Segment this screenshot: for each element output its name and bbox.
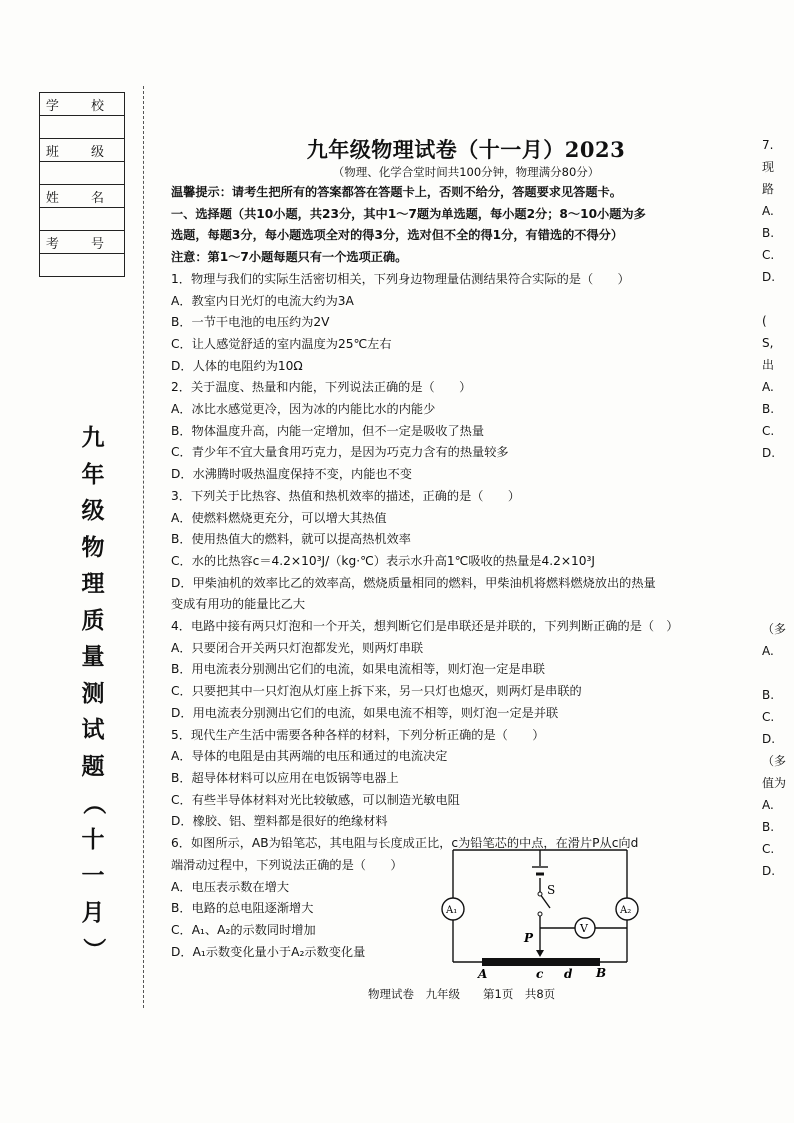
vt-char: 测 bbox=[81, 680, 105, 707]
fragment bbox=[762, 574, 794, 596]
field-number-blank[interactable] bbox=[40, 254, 125, 277]
question-stem: 2．关于温度、热量和内能，下列说法正确的是（ ） bbox=[171, 380, 472, 395]
vt-char: 级 bbox=[81, 498, 105, 524]
fragment: （多 bbox=[762, 754, 787, 768]
option-d-cont: 变成有用功的能量比乙大 bbox=[171, 597, 306, 612]
option-b[interactable]: B．超导体材料可以应用在电饭锅等电器上 bbox=[171, 770, 399, 785]
switch-pivot bbox=[538, 892, 542, 896]
label-a2: A₂ bbox=[620, 905, 632, 916]
option-d[interactable]: D．甲柴油机的效率比乙的效率高，燃烧质量相同的燃料，甲柴油机将燃料燃烧放出的热量 bbox=[171, 575, 656, 590]
option-a[interactable]: A．导体的电阻是由其两端的电压和通过的电流决定 bbox=[171, 749, 448, 764]
option-d[interactable]: D．用电流表分别测出它们的电流，如果电流不相等，则灯泡一定是并联 bbox=[171, 705, 559, 720]
field-number-label: 考 号 bbox=[40, 231, 125, 254]
fragment: C. bbox=[762, 424, 775, 438]
question-stem: 1．物理与我们的实际生活密切相关，下列身边物理量估测结果符合实际的是（ ） bbox=[171, 271, 630, 286]
field-class-label: 班 级 bbox=[40, 139, 125, 162]
label-p: P bbox=[524, 931, 534, 945]
vt-char: 物 bbox=[81, 534, 105, 561]
fragment: A. bbox=[762, 204, 774, 218]
fragment: D. bbox=[762, 732, 776, 746]
option-d[interactable]: D．A₁示数变化量小于A₂示数变化量 bbox=[171, 944, 366, 959]
field-school-label: 学 校 bbox=[40, 93, 125, 116]
fragment bbox=[762, 464, 794, 486]
fragment: D. bbox=[762, 270, 776, 284]
option-d[interactable]: D．水沸腾时吸热温度保持不变，内能也不变 bbox=[171, 467, 412, 482]
vt-char: 年 bbox=[81, 461, 105, 488]
vt-char: 月 bbox=[81, 899, 105, 926]
fragment: 路 bbox=[762, 182, 775, 196]
vt-char: 质 bbox=[81, 607, 105, 634]
binding-dashed-line bbox=[143, 86, 144, 1008]
fragment: ( bbox=[762, 314, 767, 328]
fragment: 7. bbox=[762, 138, 774, 152]
option-b[interactable]: B．一节干电池的电压约为2V bbox=[171, 315, 330, 330]
option-d[interactable]: D．人体的电阻约为10Ω bbox=[171, 358, 303, 373]
question-1 bbox=[171, 269, 731, 378]
option-c[interactable]: C．让人感觉舒适的室内温度为25℃左右 bbox=[171, 336, 392, 351]
label-a: A bbox=[478, 967, 488, 981]
student-info-table bbox=[39, 92, 125, 277]
fragment bbox=[762, 662, 794, 684]
next-page-fragment bbox=[762, 134, 794, 882]
fragment: A. bbox=[762, 798, 774, 812]
fragment: B. bbox=[762, 688, 775, 702]
question-3 bbox=[171, 486, 731, 616]
question-5 bbox=[171, 725, 731, 834]
option-c[interactable]: C．有些半导体材料对光比较敏感，可以制造光敏电阻 bbox=[171, 792, 460, 807]
option-b[interactable]: B．使用热值大的燃料，就可以提高热机效率 bbox=[171, 532, 411, 547]
fragment: B. bbox=[762, 226, 775, 240]
option-b[interactable]: B．电路的总电阻逐渐增大 bbox=[171, 901, 314, 916]
fragment bbox=[762, 486, 794, 508]
label-a1: A₁ bbox=[446, 905, 458, 916]
vt-char: （ bbox=[80, 791, 107, 815]
fragment: C. bbox=[762, 248, 775, 262]
vt-char: 十 bbox=[81, 826, 105, 853]
option-a[interactable]: A．只要闭合开关两只灯泡都发光，则两灯串联 bbox=[171, 640, 424, 655]
option-b[interactable]: B．物体温度升高，内能一定增加，但不一定是吸收了热量 bbox=[171, 423, 485, 438]
option-c[interactable]: C．只要把其中一只灯泡从灯座上拆下来，另一只灯也熄灭，则两灯是串联的 bbox=[171, 684, 582, 699]
fragment bbox=[762, 508, 794, 530]
section-heading: 选题，每题3分，每小题选项全对的得3分，选对但不全的得1分，有错选的不得分） bbox=[171, 228, 624, 243]
option-c[interactable]: C．青少年不宜大量食用巧克力，是因为巧克力含有的热量较多 bbox=[171, 445, 509, 460]
page-title: 九年级物理试卷（十一月）2023 bbox=[306, 137, 626, 162]
vt-char: 题 bbox=[81, 753, 105, 780]
fragment: C. bbox=[762, 842, 775, 856]
fragment bbox=[762, 530, 794, 552]
fragment: D. bbox=[762, 446, 776, 460]
vt-char: 试 bbox=[81, 717, 105, 743]
page-footer: 物理试卷 九年级 第1页 共8页 bbox=[368, 987, 556, 1001]
option-d[interactable]: D．橡胶、铝、塑料都是很好的绝缘材料 bbox=[171, 814, 388, 829]
vt-char: 理 bbox=[81, 571, 105, 597]
pencil-lead-rod bbox=[482, 958, 600, 966]
label-d: d bbox=[564, 967, 573, 981]
label-c: c bbox=[536, 967, 544, 981]
question-stem: 4．电路中接有两只灯泡和一个开关，想判断它们是串联还是并联的，下列判断正确的是（ ） bbox=[171, 619, 679, 634]
label-v: V bbox=[580, 922, 588, 935]
fragment: B. bbox=[762, 402, 775, 416]
vt-char: 一 bbox=[81, 863, 105, 889]
fragment: D. bbox=[762, 864, 776, 878]
fragment bbox=[762, 288, 794, 310]
option-c[interactable]: C．A₁、A₂的示数同时增加 bbox=[171, 922, 316, 937]
label-s: S bbox=[547, 883, 556, 897]
question-4 bbox=[171, 616, 731, 725]
option-a[interactable]: A．使燃料燃烧更充分，可以增大其热值 bbox=[171, 510, 387, 525]
question-stem: 3．下列关于比热容、热值和热机效率的描述，正确的是（ ） bbox=[171, 488, 521, 503]
section-note: 注意：第1～7小题每题只有一个选项正确。 bbox=[171, 250, 408, 265]
field-name-blank[interactable] bbox=[40, 208, 125, 231]
fragment: A. bbox=[762, 644, 774, 658]
option-a[interactable]: A．教室内日光灯的电流大约为3A bbox=[171, 293, 354, 308]
section-heading: 一、选择题（共10小题，共23分，其中1～7题为单选题，每小题2分；8～10小题为多 bbox=[171, 206, 646, 221]
page-subtitle: （物理、化学合堂时间共100分钟，物理满分80分） bbox=[332, 165, 600, 179]
question-stem: 6．如图所示，AB为铅笔芯，其电阻与长度成正比，c为铅笔芯的中点，在滑片P从c向d bbox=[171, 836, 639, 851]
option-c[interactable]: C．水的比热容c＝4.2×10³J/（kg·℃）表示水升高1℃吸收的热量是4.2×10³J bbox=[171, 553, 596, 568]
fragment bbox=[762, 596, 794, 618]
fragment: 出 bbox=[762, 358, 775, 372]
fragment: A. bbox=[762, 380, 774, 394]
fragment: （多 bbox=[762, 622, 787, 636]
field-name-label: 姓 名 bbox=[40, 185, 125, 208]
vertical-test-title bbox=[76, 420, 110, 968]
question-stem-cont: 端滑动过程中，下列说法正确的是（ ） bbox=[171, 857, 403, 872]
question-stem: 5．现代生产生活中需要各种各样的材料，下列分析正确的是（ ） bbox=[171, 727, 545, 742]
field-class-blank[interactable] bbox=[40, 162, 125, 185]
field-school-blank[interactable] bbox=[40, 116, 125, 139]
question-2 bbox=[171, 377, 731, 486]
option-a[interactable]: A．冰比水感觉更冷，因为冰的内能比水的内能少 bbox=[171, 402, 436, 417]
switch-contact bbox=[538, 912, 542, 916]
vt-char: 量 bbox=[81, 644, 105, 670]
fragment: 现 bbox=[762, 160, 775, 174]
fragment: 值为 bbox=[762, 776, 787, 790]
vt-char: 九 bbox=[81, 425, 105, 451]
label-b: B bbox=[596, 966, 607, 980]
fragment: B. bbox=[762, 820, 775, 834]
tip: 温馨提示：请考生把所有的答案都答在答题卡上，否则不给分，答题要求见答题卡。 bbox=[171, 185, 622, 199]
fragment: C. bbox=[762, 710, 775, 724]
circuit-diagram bbox=[440, 842, 640, 982]
vt-char: ） bbox=[80, 937, 107, 961]
fragment bbox=[762, 552, 794, 574]
option-a[interactable]: A．电压表示数在增大 bbox=[171, 879, 290, 894]
option-b[interactable]: B．用电流表分别测出它们的电流，如果电流相等，则灯泡一定是串联 bbox=[171, 662, 545, 677]
exam-content bbox=[171, 136, 731, 963]
slider-arrow-icon bbox=[536, 950, 544, 957]
fragment: S, bbox=[762, 336, 774, 350]
